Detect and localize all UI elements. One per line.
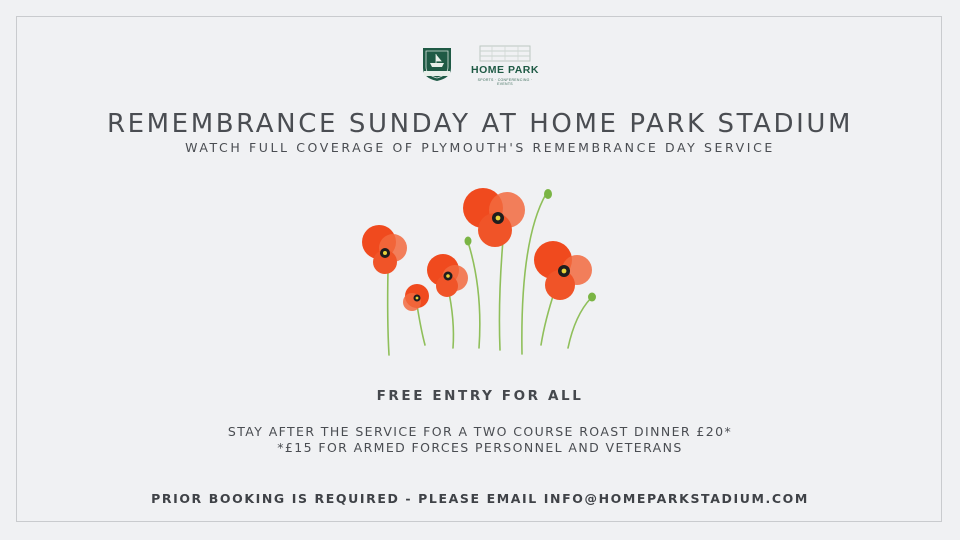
poppy-flower <box>362 225 407 274</box>
poppy-bud <box>588 293 596 302</box>
booking-notice: PRIOR BOOKING IS REQUIRED - PLEASE EMAIL INFO@HOMEPARKSTADIUM.COM <box>151 491 809 506</box>
poppy-bud <box>544 189 552 199</box>
poppy-bud <box>465 237 472 246</box>
home-park-logo <box>470 44 540 84</box>
discount-text: *£15 FOR ARMED FORCES PERSONNEL AND VETERANS <box>277 440 683 455</box>
home-park-tagline: SPORTS · CONFERENCING · EVENTS <box>477 78 533 86</box>
poppy-flower <box>534 241 592 300</box>
poppy-flower <box>463 188 525 247</box>
dinner-offer-text: STAY AFTER THE SERVICE FOR A TWO COURSE ROAST DINNER £20* <box>227 424 733 439</box>
poppy-flower <box>403 284 429 311</box>
club-crest-logo <box>420 46 454 82</box>
logo-bar <box>0 44 960 84</box>
stadium-icon <box>470 44 540 64</box>
page-subtitle: WATCH FULL COVERAGE OF PLYMOUTH'S REMEMBRANCE DAY SERVICE <box>185 140 775 155</box>
poppy-flower <box>427 254 468 297</box>
free-entry-heading: FREE ENTRY FOR ALL <box>376 388 584 404</box>
poppies-illustration <box>355 180 605 360</box>
home-park-name: HOME PARK <box>471 64 539 76</box>
page-title: REMEMBRANCE SUNDAY AT HOME PARK STADIUM <box>106 109 854 139</box>
